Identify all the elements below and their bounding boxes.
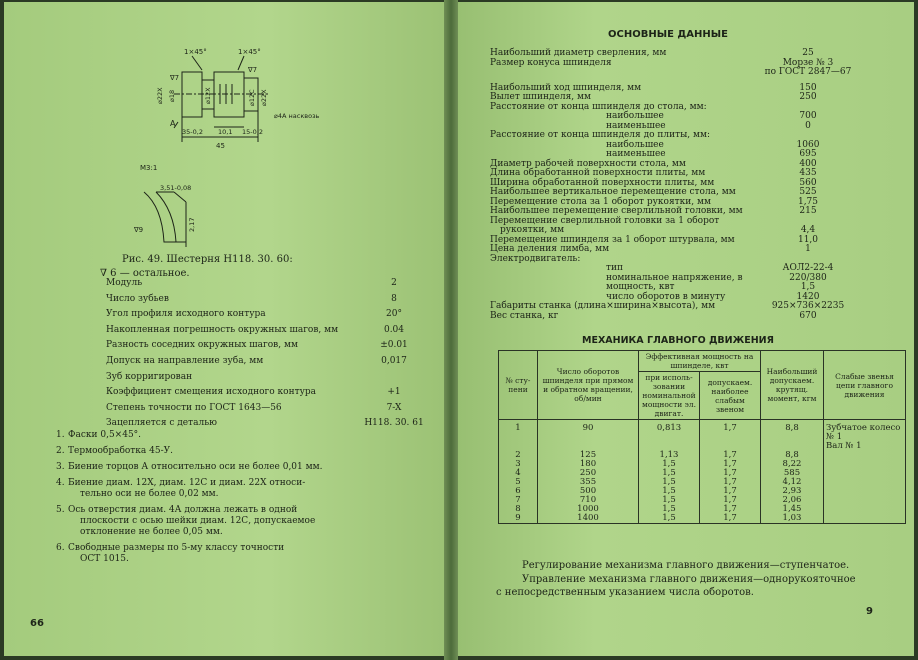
cell-step: 9 [499,514,538,524]
cell-torque: 4,12 [761,478,824,487]
link-text: Зубчатое колесо № 1 [826,423,901,442]
main-title: ОСНОВНЫЕ ДАННЫЕ [608,29,728,40]
note-text: Биение диам. 12X, диам. 12C и диам. 22X относи- [68,478,306,488]
cell-link [824,460,906,469]
param-label: Число зубьев [106,293,169,304]
page-number-right: 9 [866,606,873,617]
th-rpm: Число оборотов шпинделя при прямом и обратном вращении, об/мин [538,351,639,420]
cell-link [824,505,906,514]
table-row [499,496,906,505]
note-text: Ось отверстия диам. 4А должна лежать в одной [68,505,298,515]
cell-rpm: 500 [538,487,639,496]
spec-value: 11,0 [797,234,819,245]
spec-label: Наибольшее вертикальное перемещение стола, мм [490,187,736,197]
note-number: 3. [56,462,65,472]
spec-value: по ГОСТ 2847—67 [764,67,852,77]
cell-rpm: 125 [538,451,639,460]
spec-label: Диаметр рабочей поверхности стола, мм [490,158,686,169]
table-row [499,505,906,514]
cell-torque: 8,8 [761,451,824,460]
table-row [499,420,906,452]
cell-step: 5 [499,478,538,487]
cell-rpm: 355 [538,478,639,487]
spec-value: 0 [805,120,811,131]
cell-step: 3 [499,460,538,469]
note-number: 2. [56,446,65,456]
cell-link [824,420,906,452]
note-text: тельно оси не более 0,02 мм. [80,489,219,499]
param-value: 0.04 [383,324,405,335]
dim-overall: 45 [216,142,225,150]
note-number: 6. [56,543,65,553]
param-label: Коэффициент смещения исходного контура [106,387,316,398]
note-text: отклонение не более 0,05 мм. [80,527,223,537]
spec-value: 560 [799,177,817,188]
dim-10: 10,1 [218,128,233,136]
spec-value: 1,5 [800,282,816,292]
cell-link [824,469,906,478]
cell-nom: 1,5 [639,460,700,469]
spec-label: Электродвигатель: [490,253,581,264]
note-text: ОСТ 1015. [80,554,129,564]
cell-nom: 1,5 [639,496,700,505]
spec-value: 525 [799,187,817,197]
th-power-nom: при исполь-зовании номинальной мощности эл. двигат. [639,372,700,420]
param-label: Степень точности по ГОСТ 1643—56 [106,402,282,413]
cell-torque: 1,03 [761,514,824,524]
spec-value: 250 [799,92,817,102]
th-step: № сту-пени [499,351,538,420]
th-power-weak: допускаем. наиболее слабым звеном [700,372,761,420]
cell-step: 7 [499,496,538,505]
cell-step: 8 [499,505,538,514]
param-label: Накопленная погрешность окружных шагов, мм [106,324,339,335]
spec-label: Наибольший ход шпинделя, мм [490,82,642,93]
param-label: Разность соседних окружных шагов, мм [106,340,298,351]
spec-label: Расстояние от конца шпинделя до стола, мм: [490,101,707,112]
right-page [458,2,914,656]
cell-torque: 8,22 [761,460,824,469]
spec-value: 695 [799,149,817,159]
param-label: Модуль [106,278,143,288]
dim-15: 15-0,2 [242,128,263,136]
cell-step: 1 [499,420,538,452]
diam-2: ⌀18 [168,89,176,102]
spec-value: 1060 [796,139,820,150]
spec-label: наименьшее [606,149,666,159]
cell-step: 4 [499,469,538,478]
cell-nom: 1,5 [639,478,700,487]
spec-value: 150 [799,82,817,93]
gear-drawing [134,42,364,262]
paragraph-control-cont: с непосредственным указанием числа оборотов. [496,587,754,598]
note-text: Термообработка 45-У. [68,446,173,456]
paragraph-control: Управление механизма главного движения—однорукояточное [522,574,856,585]
hole-label: ⌀4A насквозь [274,112,320,120]
cell-torque: 1,45 [761,505,824,514]
note-text: Свободные размеры по 5-му классу точности [68,543,285,553]
param-value: Н118. 30. 61 [364,418,424,429]
note-text: Фаски 0,5×45°. [68,430,142,440]
cell-weak: 1,7 [700,460,761,469]
cell-link [824,478,906,487]
param-label: Допуск на направление зуба, мм [106,356,264,366]
cell-nom: 1,5 [639,487,700,496]
page-number-left: 66 [30,618,44,629]
spec-label: Вылет шпинделя, мм [490,92,592,102]
finish-a: ∇7 [170,74,180,82]
cell-link [824,451,906,460]
spec-value: 925×736×2235 [771,301,845,311]
cell-nom: 0,813 [639,420,700,452]
spec-label: Наибольший диаметр сверления, мм [490,48,667,58]
param-value: 7-X [386,402,402,413]
spec-label: Вес станка, кг [490,310,559,321]
note-text: плоскости с осью шейки диам. 12С, допускаемое [80,516,316,526]
spec-label: Размер конуса шпинделя [490,57,612,68]
section-a: A [170,119,176,128]
spec-label: номинальное напряжение, в [606,272,743,283]
cell-nom: 1,5 [639,514,700,524]
table-row [499,469,906,478]
spec-label: наименьшее [606,120,666,131]
note-text: Биение торцов А относительно оси не более 0,01 мм. [68,462,323,472]
cell-torque: 8,8 [761,420,824,452]
mech-title: МЕХАНИКА ГЛАВНОГО ДВИЖЕНИЯ [582,335,774,346]
spec-label: Длина обработанной поверхности плиты, мм [490,168,706,178]
spec-label: Перемещение стола за 1 оборот рукоятки, мм [490,196,711,207]
cell-weak: 1,7 [700,505,761,514]
cell-torque: 585 [761,469,824,478]
param-value: 20° [386,309,402,320]
paragraph-regulation: Регулирование механизма главного движения—ступенчатое. [522,560,850,571]
spec-label: Ширина обработанной поверхности плиты, мм [490,177,715,188]
cell-weak: 1,7 [700,420,761,452]
spec-value: 1 [805,244,811,254]
cell-step: 6 [499,487,538,496]
diam-5: ⌀22X [260,89,268,106]
spec-label: Цена деления лимба, мм [490,244,610,254]
diam-4: ⌀12C [248,89,256,106]
finish-note: ∇ 6 — остальное. [100,268,190,279]
th-torque: Наибольший допускаем. крутящ. момент, кгм [761,351,824,420]
cell-link [824,487,906,496]
spec-label: Расстояние от конца шпинделя до плиты, мм: [490,130,710,140]
param-label: Угол профиля исходного контура [106,309,266,320]
note-number: 4. [56,478,65,488]
thread-label: M3:1 [140,164,158,172]
spec-label: Габариты станка (длина×ширина×высота), мм [490,301,716,311]
note-number: 1. [56,430,65,440]
th-weak: Слабые звенья цепи главного движения [824,351,906,420]
spec-value: 4,4 [800,225,816,235]
dim-35: 35-0,2 [182,128,203,136]
cell-rpm: 1400 [538,514,639,524]
cell-nom: 1,13 [639,451,700,460]
tooth-height: 2,17 [188,217,196,232]
figure-caption: Рис. 49. Шестерня Н118. 30. 60: [122,254,293,265]
spec-value: 435 [799,168,817,178]
spec-value: 1,75 [797,196,819,207]
param-label: Зуб корригирован [106,371,193,382]
finish-b: ∇7 [248,66,258,74]
spec-label: наибольшее [606,111,664,121]
cell-rpm: 90 [538,420,639,452]
link-text-2: Вал № 1 [826,441,862,451]
param-value: 2 [391,278,397,288]
cell-link [824,496,906,505]
spec-value: Морзе № 3 [782,57,834,68]
param-value: ±0.01 [380,340,408,351]
table-row [499,487,906,496]
spec-label: Перемещение шпинделя за 1 оборот штурвала, мм [490,234,735,245]
cell-weak: 1,7 [700,514,761,524]
spec-value: 670 [799,310,817,321]
param-value: 0,017 [381,356,407,366]
left-page [4,2,444,656]
spec-label: тип [606,263,623,273]
spec-label: мощность, квт [606,282,675,292]
cell-torque: 2,93 [761,487,824,496]
spec-label: число оборотов в минуту [606,291,726,302]
diam-1: ⌀22X [156,87,164,104]
note-number: 5. [56,505,65,515]
cell-rpm: 1000 [538,505,639,514]
cell-link [824,514,906,524]
cell-nom: 1,5 [639,469,700,478]
table-row [499,460,906,469]
spec-value: 25 [802,48,814,58]
cell-weak: 1,7 [700,451,761,460]
cell-weak: 1,7 [700,478,761,487]
cell-weak: 1,7 [700,487,761,496]
cell-torque: 2,06 [761,496,824,505]
dim-chamfer-left: 1×45° [184,48,207,56]
cell-weak: 1,7 [700,469,761,478]
table-row [499,478,906,487]
table-row [499,514,906,524]
spec-value: 1420 [796,291,820,302]
cell-rpm: 710 [538,496,639,505]
cell-rpm: 250 [538,469,639,478]
spec-value: АОЛ2-22-4 [782,263,834,273]
dim-chamfer-right: 1×45° [238,48,261,56]
book-gutter [444,0,458,660]
spec-label: Наибольшее перемещение сверлильной головки, мм [490,206,743,216]
table-row [499,451,906,460]
cell-nom: 1,5 [639,505,700,514]
spec-label: наибольшее [606,139,664,150]
param-label: Зацепляется с деталью [106,418,217,429]
spec-label: Перемещение сверлильной головки за 1 оборот [490,215,720,226]
tooth-dim: 3,51-0,08 [160,184,192,192]
param-value: +1 [387,387,401,398]
spec-value: 700 [799,111,817,121]
param-value: 8 [391,293,397,304]
mech-table [498,350,906,524]
spec-value: 215 [799,206,817,216]
spec-label: рукоятки, мм [500,225,565,235]
cell-step: 2 [499,451,538,460]
tooth-finish: ∇9 [134,226,144,234]
th-power: Эффективная мощность на шпинделе, квт [639,351,761,372]
spec-value: 400 [799,158,817,169]
spec-value: 220/380 [789,272,827,283]
cell-rpm: 180 [538,460,639,469]
cell-weak: 1,7 [700,496,761,505]
diam-3: ⌀12X [204,87,212,104]
